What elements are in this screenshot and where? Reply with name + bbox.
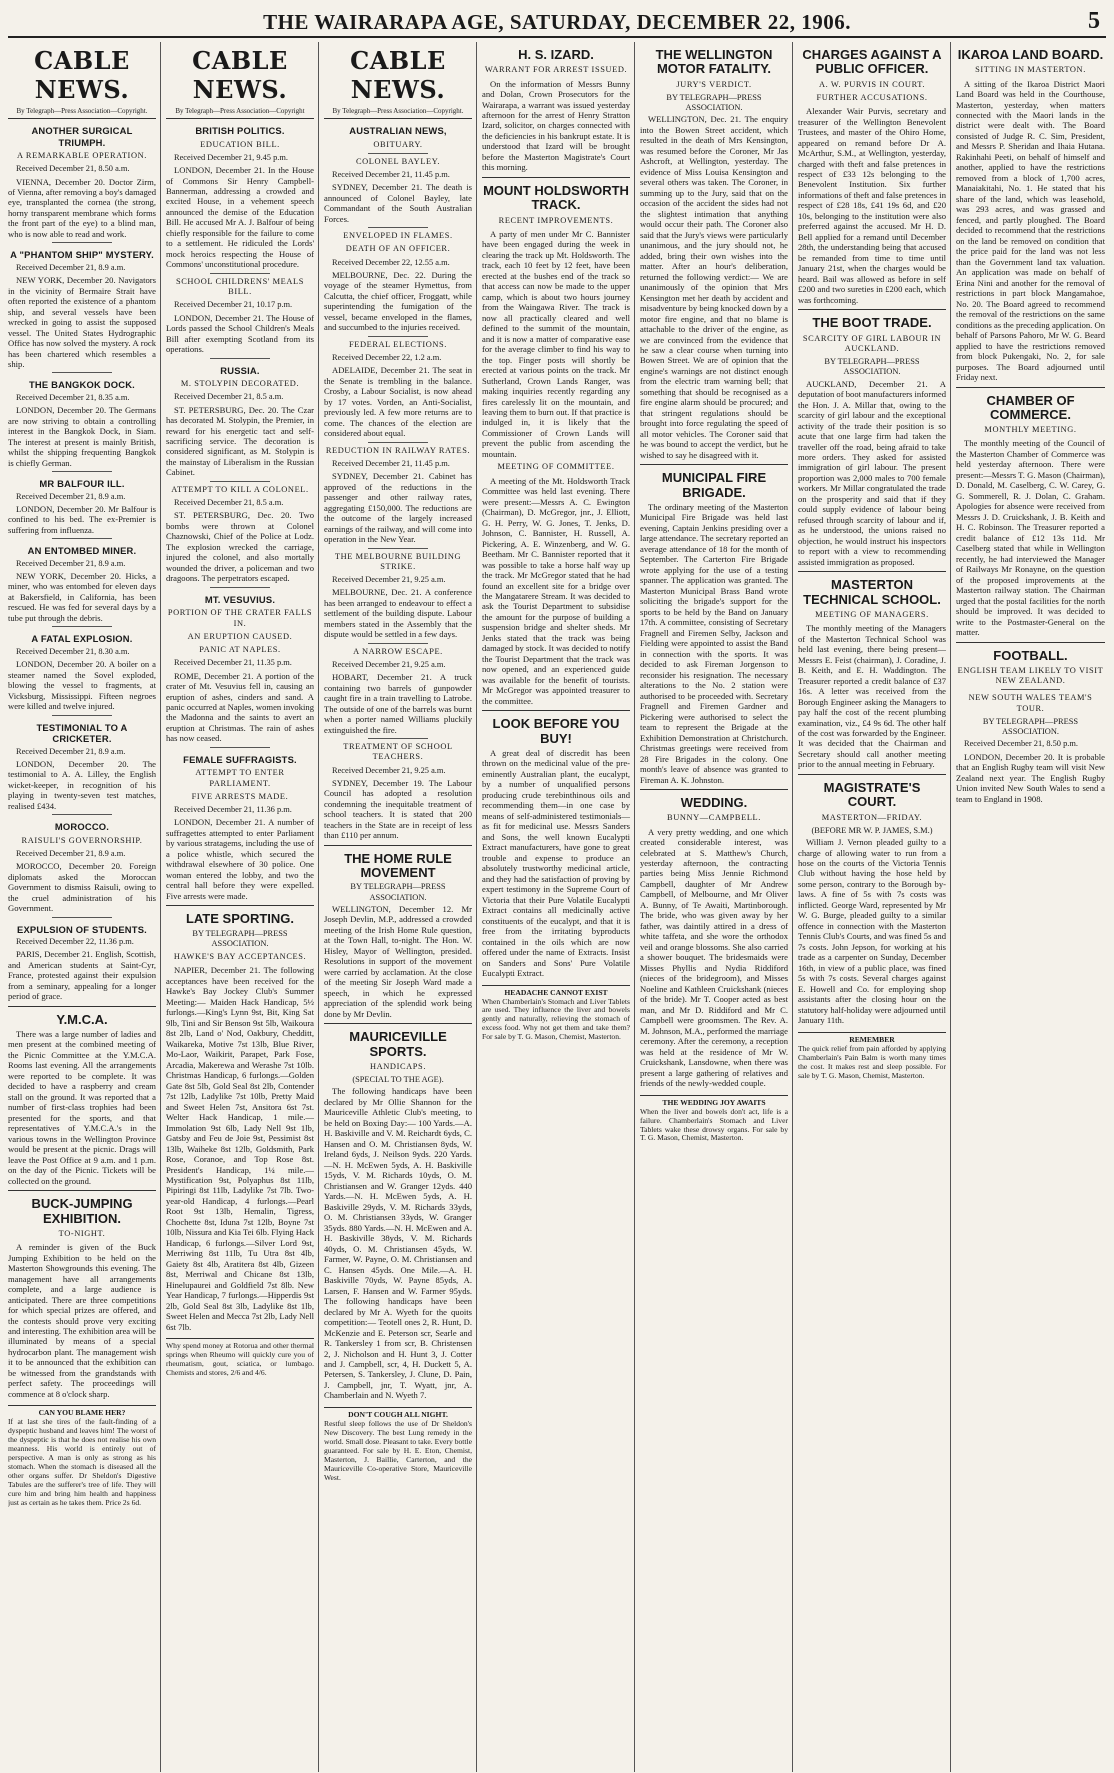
received-line: Received December 22, 1.2 a.m. [332,353,442,363]
advertisement [798,1032,946,1081]
story-subheading: AN ERUPTION CAUSED. [187,631,293,641]
story-body: MELBOURNE, Dec. 21. A conference has been arranged to endeavour to effect a settlement of the building dispute. Labour members stated in the Assembly that the dispute would be settled in a few days. [324,587,472,640]
byline: BY TELEGRAPH—PRESS ASSOCIATION. [192,928,288,948]
received-line: Received December 21, 11.35 p.m. [174,658,292,668]
story-subheading: MONTHLY MEETING. [984,425,1077,435]
story-heading: WEDDING. [680,795,748,810]
story-subheading: MEETING OF COMMITTEE. [497,462,615,472]
story-body: A very pretty wedding, and one which created considerable interest, was celebrated at S. Matthew's Church, yesterday afternoon, the contracting parties being Miss Jennie Richmond Campbell, daughter of Mr Andrew Campbell, of Melbourne, and Mr Oliver A. Bunny, of Te Awaiti, Martinborough. The bride, who was given away by her father, was daintily attired in a dress of white taffeta, and she wore the orthodox veil and orange blossoms. She also carried a shower bouquet. The bridesmaids were Misses Phyllis and Nydia Riddiford (nieces of the bridegroom), and Misses Noeline and Kathleen Cruickshank (nieces of the bride). Mr T. Cooper acted as best man, and Mr D. Riddiford and Mr C. Campbell were groomsmen. The Rev. A. M. Johnson, M.A., performed the marriage ceremony. After the ceremony, a reception was held at the residence of Mr W. Cruickshank, Lansdowne, when there was present a large gathering of relatives and friends of the newly-wedded couple. [640,826,788,1089]
story-subheading: MEETING OF MANAGERS. [815,609,929,619]
ad-body: When Chamberlain's Stomach and Liver Tablets are used. They influence the liver and bowels gently and naturally, relieving the stomach of excess food. Why not get them and take them? For sale by T. G. Mason, Chemist, Masterton. [482,996,630,1042]
column-7 [956,42,1109,1772]
story-subheading: (SPECIAL TO THE AGE). [352,1075,444,1085]
story-body: LONDON, December 21. The House of Lords passed the School Children's Meals Bill after exempting Scotland from its operations. [166,312,314,355]
story-subheading: SCARCITY OF GIRL LABOUR IN AUCKLAND. [802,333,942,353]
story-subheading: HAWKE'S BAY ACCEPTANCES. [173,952,307,962]
story-subheading: OBITUARY. [373,139,423,149]
ad-body: Why spend money at Rotorua and other thermal springs when Rheumo will quickly cure you of rheumatism, gout, sciatica, or lumbago. Chemists and stores, 2/6 and 4/6. [166,1341,314,1378]
received-line: Received December 22, 11.36 p.m. [16,937,134,947]
story-heading: THE BANGKOK DOCK. [28,379,135,391]
story-heading: AUSTRALIAN NEWS, [349,125,447,137]
story-body: Alexander Wair Purvis, secretary and treasurer of the Wellington Benevolent Trustees, and master of the Ohiro Home, appeared on remand before Dr A. McArthur, S.M., at Wellington, yesterday, charged with theft and false pretences in respect of £33 12s belonging to the Benevolent Institution. Six further informations of theft and false pretences in respect of £28 18s, £41 19s 6d, and £20 10s, belonging to the institution were also preferred against the accused. Mr H. D. Bell applied for a remand until December 28th, the understanding being that accused be remanded from time to time until January 21st, when the charges would be heard. Bail was allowed as before in self £200 and two sureties in £200 each, which was forthcoming. [798,106,946,305]
story-body: LONDON, December 20. The Germans are now striving to obtain a controlling interest in the Bangkok Dock, in Siam. The interest at present is mainly British, whilst the shipping frequenting Bangkok is chiefly German. [8,405,156,468]
byline: BY TELEGRAPH—PRESS ASSOCIATION. [350,882,446,902]
story-subheading: FURTHER ACCUSATIONS. [816,92,928,102]
story-subheading: COLONEL BAYLEY. [355,156,441,166]
divider [482,710,630,711]
column-4 [482,42,635,1772]
story-heading: MAURICEVILLE SPORTS. [349,1029,447,1059]
story-subheading: HANDICAPS. [369,1061,427,1071]
ad-heading: THE WEDDING JOY AWAITS [662,1097,766,1107]
story-body: A meeting of the Mt. Holdsworth Track Committee was held last evening. There were present:—Messrs A. C. Ewington (Chairman), D. McGregor, jnr., J. Elliott, G. H. Perry, W. G. Jones, T. Jenks, D. Johnson, C. Bannister, H. Russell, A. Pickering, A. E. Winzenberg, and W. G. Beetham. Mr C. Bannister reported that it was possible to take a horse half way up the track. Mr McGregor stated that he had found an excellent site for a bridge over the Mangatarere Stream. It was decided to ask the Tourist Department to subsidise the amount for the purpose of building a suspension bridge and shelter sheds. Mr Jenks stated that the track was being damaged by stock. It was decided to notify the Tourist Department that the track was now opened, and an experienced guide was available for the benefit of tourists. Mr McGregor was appointed treasurer to the committee. [482,475,630,706]
received-line: Received December 21, 8.9 a.m. [16,746,126,756]
column-2 [166,42,319,1772]
story-body: LONDON, December 20. It is probable that an English Rugby team will visit New Zealand next year. The English Rugby Union invited New South Wales to send a team to England in 1908. [956,751,1105,804]
ad-heading: CAN YOU BLAME HER? [38,1408,126,1418]
divider [640,789,788,790]
received-line: Received December 21, 8.9 a.m. [16,491,126,501]
story-heading: CHARGES AGAINST A PUBLIC OFFICER. [802,47,942,77]
cable-news-heading: CABLE NEWS. [192,46,288,105]
story-body: The monthly meeting of the Managers of the Masterton Technical School was held last evening, there being present—Messrs E. Feist (chairman), J. Coradine, J. B. Keith, and E. H. Waddington. The Treasurer reported a credit balance of £37 16s. A letter was received from the Borough Engineer asking the Managers to pay half the cost of the recent plumbing examination, viz., £4 9s 6d. The other half of the cost was forwarded by the Engineer. It was decided that the Chairman and Secretary should call another meeting prior to the annual meeting in February. [798,623,946,770]
divider [210,358,269,359]
story-heading: FOOTBALL. [993,647,1068,663]
advertisement [640,1095,788,1144]
divider [8,1190,156,1191]
divider [210,747,269,748]
story-heading: H. S. IZARD. [518,47,594,62]
advertisement [166,1338,314,1378]
divider [210,481,269,482]
divider [368,153,427,154]
story-heading: EXPULSION OF STUDENTS. [17,923,147,935]
story-heading: THE HOME RULE MOVEMENT [344,850,452,881]
story-heading: MUNICIPAL FIRE BRIGADE. [661,470,767,500]
story-heading: THE BOOT TRADE. [812,315,932,331]
divider [166,905,314,906]
divider [368,643,427,644]
story-body: LONDON, December 21. In the House of Commons Sir Henry Campbell-Bannerman, addressing a crowded and excited House, in a vehement speech announced the demise of the Education Bill. He accused Mr A. J. Balfour of being chiefly responsible for the failure to come to a settlement. He ridiculed the Lords' mock heroics respecting the House of Commons' unconstitutional procedure. [166,165,314,270]
column-1 [8,42,161,1772]
divider [210,587,269,588]
story-subheading: FIVE ARRESTS MADE. [191,791,289,801]
story-heading: CHAMBER OF COMMERCE. [986,392,1075,422]
columns [8,42,1106,1772]
divider [368,548,427,549]
byline: BY TELEGRAPH—PRESS ASSOCIATION. [824,357,920,377]
story-subheading: ATTEMPT TO ENTER PARLIAMENT. [195,768,285,788]
story-body: MOROCCO, December 20. Foreign diplomats asked the Moroccan Government to dismiss Raisuli, owing to the cruel administration of his Government. [8,861,156,914]
story-subheading: RECENT IMPROVEMENTS. [498,215,614,225]
divider [368,227,427,228]
divider [368,336,427,337]
story-body: A great deal of discredit has been thrown on the medicinal value of the pre-eminently Australian plant, the eucalypt, by a number of unqualified persons producing crude terebinthinous oils and recommending them—in one case by means of self-administered testimonials—as fit for medicinal use. Messrs Sanders and Sons, the well known Eucalypti Extract manufacturers, have gone to great trouble and expense to produce an absolutely trustworthy medicinal article, and they had the satisfaction of proving by expert testimony in the Supreme Court of Victoria that their Pure Volatile Eucalypti Extract contains all medicinally active constituents of the eucalypt, and that it is free from the irritating byproducts contained in the oils which are now offered under the name of Extracts. Insist on Sanders and Sons' Pure Volatile Eucalypti Extract. [482,747,630,979]
byline: BY TELEGRAPH—PRESS ASSOCIATION. [666,92,762,113]
received-line: Received December 21, 8.30 a.m. [16,646,130,656]
story-heading: BUCK-JUMPING EXHIBITION. [31,1196,133,1226]
story-heading: THE WELLINGTON MOTOR FATALITY. [655,47,773,77]
story-subheading: FEDERAL ELECTIONS. [349,339,447,349]
story-subheading: ENGLISH TEAM LIKELY TO VISIT NEW ZEALAND. [957,665,1104,686]
ad-body: If at last she tires of the fault-finding of a dyspeptic husband and leaves him! The worst of the dyspeptic is that he does not realise his own meanness. His world is entirely out of perspective. A man is only as strong as his stomach. When the stomach is diseased all the other organs suffer. Dr Sheldon's Digestive Tabules are the sufferer's tree of life. They will cure him and bring him health and happiness just as certain as he takes them. Price 2s 6d. [8,1417,156,1507]
story-subheading: TO-NIGHT. [58,1228,106,1238]
divider [52,715,111,716]
divider [324,845,472,846]
story-subheading: ATTEMPT TO KILL A COLONEL. [171,484,309,494]
ad-body: The quick relief from pain afforded by applying Chamberlain's Pain Balm is worth many times the cost. It makes rest and sleep possible. For sale by T. G. Mason, Chemist, Masterton. [798,1043,946,1080]
ad-body: Restful sleep follows the use of Dr Sheldon's New Discovery. The best Lung remedy in the world. Small dose. Pleasant to take. Every bottle guaranteed. For sale by H. E. Eton, Chemist, Masterton, J. Baillie, Carterton, and the Mauriceville Co-operative Store, Mauriceville West. [324,1418,472,1482]
divider [52,372,111,373]
story-body: ST. PETERSBURG, Dec. 20. The Czar has decorated M. Stolypin, the Premier, in reward for his energetic tact and self-sacrificing service. The decoration is considered significant, as M. Stolypin is the mainstay of Liberalism in the Russian Cabinet. [166,404,314,478]
divider [8,1006,156,1007]
ad-heading: HEADACHE CANNOT EXIST [504,987,608,997]
divider [798,774,946,775]
divider [798,571,946,572]
story-body: The monthly meeting of the Council of the Masterton Chamber of Commerce was held yesterday afternoon. There were present:—Messrs T. G. Mason (Chairman), D. Donald, M. Caselberg, C. W. Carey, G. G. Sommerell, R. J. Dolan, C. Graham. Apologies for absence were received from Messrs J. D. Cruickshank, J. B. Keith and H. C. Robinson. The Treasurer reported a credit balance of £12 13s 11d. Mr Caselberg stated that while in Wellington recently, he had interviewed the Manager of Railways Mr Ronayne, on the question of the proposed improvements at the Masterton railway station. The Chairman urged that the postal facilities for the north should be improved. It was decided to write to the Postmaster-General on the matter. [956,438,1105,638]
received-line: Received December 21, 8.9 a.m. [16,848,126,858]
story-body: NAPIER, December 21. The following acceptances have been received for the Hawke's Bay Jockey Club's Summer Meeting:— Maiden Hack Handicap, 5½ furlongs.—King's Lynn 9st, Bit, King Sat 9lb, Tini and Sir Benson 9st 5lb, Waikoura 8st 2lb, Land o' Nod, Oakbury, Chedditt, Waikareka, Motive 7st 13lb, Blue River, Mo-Laor, Waikirit, Parapet, Park Fose, Arcadia, Makerewa and Werashe 7st 10lb. Christmas Handicap, 6 furlongs.—Golden Gate 8st 5lb, Gold Seal 8st 2lb, Contender 7st 12lb, Ladylike 7st 10lb, Pretty Maid and Sweet Helen 7st, Ansitora 6st 7st. Welter Hack Handicap, 1 mile.— Immolation 9st 6lb, Lady Nell 9st 1lb, Gatsby and Feu de Joie 9st, Pessimist 8st 13lb, Waiheke 8st 12lb, Goldsmith, Park Rose, Coranoe, and Top Rose 8st. President's Handicap, 1¼ mile.— Mystification 9st, Polyaphus 8st 11lb, Pipiringi 8st 11lb, Ladylike 7st 7lb. Two-year-old Handicap, 4 furlongs.—Pearl Root 9st 13lb, Hemalin, Tigress, Chochette 8st, Iduna 7st 12lb, Boyne 7st 10lb, Nissura and Kia Tei 6lb. Flying Hack Handicap, 6 furlongs.—Silver Lord 9st, Merriwing 8st 11lb, Tu Utra 8st 4lb, Gaiety 8st 4lb, Aratitera 8st 4lb, Gizeen 8st, Merriwal and Chicane 8st 13lb, Hinelupaurei and Goldfield 7st 8lb. New Year Handicap, 7 furlongs.—Hipperdis 9st 2lb, Gold Seal 8st 3lb, Ladylike 8st 1lb, Sweet Helen and Mecca 7st 2lb, Lady Nell 6st 7lb. [166,965,314,1332]
story-body: PARIS, December 21. English, Scottish, and American students at Saint-Cyr, France, protested against their expulsion from a seminary, appealing for a longer period of grace. [8,949,156,1002]
advertisement [482,985,630,1043]
story-heading: Y.M.C.A. [56,1011,108,1027]
story-body: The following handicaps have been declared by Mr Ollie Shannon for the Mauriceville Athletic Club's meeting, to be held on Boxing Day:— 100 Yards.—A. H. Baskiville and V. M. Reichardt 6yds, C. Hansen and O. M. Christiansen 8yds, W. Ireland 6yds, J. Neilson 9yds. 220 Yards.—N. H. McEwen 5yds, A. H. Baskiville 15yds, V. M. Richards 10yds, O. M. Christiansen and W. Granger 12yds. 440 Yards.—N. H. McEwen 5yds, A. H. Baskiville 29yds, V. M. Richards 33yds, O. M. Christiansen 33yds, W. Granger 35yds. 880 Yards.—N. H. McEwen and A. H. Baskiville 38yds, V. M. Richards 40yds, O. M. Christiansen 45yds, W. Farmer, W. Payne, O. M. Christiansen and C. Hansen 45yds. One Mile.—A. H. Baskiville 70yds, W. Payne 85yds, A. Larsen, F. Hansen and W. Farmer 95yds. The following handicaps have been declared by Mr A. Wyeth for the quoits competition:— Teotell ones 2, R. Hunt, D. McKenzie and E. Peterson scr, Searle and R. Tankersley 1 from scr, B. Christensen 2, J. Nicholson and H. Hunt 3, J. Cotter and J. Campbell, scr, 4, H. Duckett 5, A. Petersen, S. Tankersley, J. Clune, D. Pain, J. Campbell, jnr, T. Wyatt, jnr, A. Chamberlain and N. Wyeth 7. [324,1086,472,1401]
story-subheading: PANIC AT NAPLES. [199,645,281,655]
divider [368,738,427,739]
received-line: Received December 21, 8.9 a.m. [16,558,126,568]
received-line: Received December 21, 8.50 a.m. [16,164,130,174]
story-subheading: SITTING IN MASTERTON. [975,65,1086,75]
column-5 [640,42,793,1772]
story-body: ADELAIDE, December 21. The seat in the Senate is trembling in the balance. Crosby, a Labour Socialist, is now ahead by 17 votes. Vorden, an Anti-Socialist, previously led. A few more returns are to come. The chances of the election are considered about equal. [324,365,472,439]
ad-heading: DON'T COUGH ALL NIGHT. [348,1409,448,1419]
story-subheading: REDUCTION IN RAILWAY RATES. [325,445,471,455]
divider [52,538,111,539]
story-body: HOBART, December 21. A truck containing two barrels of gunpowder caught fire in a train travelling to Latrobe. The outside of one of the barrels was burnt when a porter named Williams pluckily extinguished the fire. [324,672,472,735]
story-subheading: WARRANT FOR ARREST ISSUED. [484,65,628,75]
story-body: WELLINGTON, Dec. 21. The enquiry into the Bowen Street accident, which resulted in the death of Mrs Kensington, was resumed before the Coroner, Mr Jas Ashcroft, at Wellington, yesterday. The evidence of Miss Louisa Kensington and several others was taken. The Coroner, in summing up to the Jury, said that on the occasion of the accident the sides had not the slightest intimation that anything would occur their path. The Coroner also said that the Jury's views were particularly unanimous, and the jury should not, he added, bring their own wishes into the matter. After an hour's deliberation, returned the following verdict:— We are unanimously of the opinion that Mrs Kensington met her death by accident and misadventure by being knocked down by a motor fire engine, and that no blame is attachable to the driver of the engine, as we are convinced from the evidence that he saw a clear course when turning into Bowen Street. We are of opinion that the engine's warnings are not distinct enough from the electric tram warning bell; that something that should be recognised as a fire engine alarm should be procured; and that stringent regulations should be brought into force regulating the speed of all motor vehicles. The Coroner said that he was bound to accept the verdict, but he wished to say he disagreed with it. [640,114,788,460]
story-subheading: M. STOLYPIN DECORATED. [180,379,300,389]
divider [956,387,1105,388]
story-body: VIENNA, December 20. Doctor Zirm, of Vienna, after removing a boy's damaged eye, transplanted the cornea (the strong, horny transparent membrane which forms the front part of the eye) to a blind man, who is now able to read and work. [8,176,156,239]
cable-news-heading: CABLE NEWS. [350,46,446,105]
story-heading: A FATAL EXPLOSION. [31,633,133,645]
story-subheading: DEATH OF AN OFFICER. [345,244,451,254]
story-heading: MOUNT HOLDSWORTH TRACK. [483,182,629,213]
received-line: Received December 21, 9.25 a.m. [332,575,446,585]
story-heading: BRITISH POLITICS. [195,125,285,137]
divider [52,471,111,472]
byline: By Telegraph—Press Association—Copyright. [8,107,156,120]
story-subheading: NEW SOUTH WALES TEAM'S TOUR. [968,693,1093,713]
story-heading: AN ENTOMBED MINER. [27,545,137,557]
divider [640,464,788,465]
story-subheading: ENVELOPED IN FLAMES. [343,231,453,241]
story-body: ST. PETERSBURG, Dec. 20. Two bombs were thrown at Colonel Chaznowski, Chief of the Police at Lodz. The explosion wrecked the carriage, injured the colonel, and also mortally wounded the driver, a policeman and two dragoons. The perpetrators escaped. [166,510,314,584]
story-heading: MT. VESUVIUS. [204,593,276,605]
divider [1001,689,1061,690]
story-body: LONDON, December 20. The testimonial to A. A. Lilley, the English wicket-keeper, in recognition of his playing in twenty-seven test matches, realised £434. [8,758,156,811]
story-heading: MOROCCO. [54,821,110,833]
received-line: Received December 22, 12.55 a.m. [332,257,450,267]
divider [798,309,946,310]
story-subheading: A REMARKABLE OPERATION. [17,151,147,160]
received-line: Received December 21, 11.45 p.m. [332,459,450,469]
story-heading: MAGISTRATE'S COURT. [823,779,921,810]
story-heading: LATE SPORTING. [185,911,295,927]
page-number: 5 [1088,8,1100,34]
story-subheading: THE MELBOURNE BUILDING STRIKE. [334,551,462,571]
received-line: Received December 21, 9.25 a.m. [332,765,446,775]
received-line: Received December 21, 8.9 a.m. [16,262,126,272]
story-body: ROME, December 21. A portion of the crater of Mt. Vesuvius fell in, causing an eruption of ashes, cinders and sand. A panic occurred at Naples, women invoking the Madonna and the saints to avert an eruption at Christmas. The rain of ashes has now ceased. [166,670,314,744]
story-body: LONDON, December 20. Mr Balfour is confined to his bed. The ex-Premier is suffering from influenza. [8,503,156,535]
received-line: Received December 21, 8.35 a.m. [16,392,130,402]
received-line: Received December 21, 9.45 p.m. [174,152,288,162]
divider [210,273,269,274]
story-subheading: (BEFORE MR W. P. JAMES, S.M.) [811,825,933,835]
divider [956,642,1105,643]
masthead-title: THE WAIRARAPA AGE, SATURDAY, DECEMBER 22, 1906. [263,10,851,34]
advertisement [8,1405,156,1507]
story-body: There was a large number of ladies and men present at the combined meeting of the Picnic Committee at the Y.M.C.A. Rooms last evening. All the arrangements were reported to be complete. It was decided to have a raspberry and cream stall on the ground. It was reported that a number of first-class trophies had been presented for the sports, and that representatives of Y.M.C.A.'s in the various towns in the Wellington Province would be present at the picnic. Drags will leave the Post Office at 9 a.m. and 1 p.m. on the day of the Picnic. Tickets will be collected on the ground. [8,1029,156,1186]
divider [52,242,111,243]
received-line: Received December 21, 11.45 p.m. [332,170,450,180]
story-body: On the information of Messrs Bunny and Dolan, Crown Prosecutors for the Wairarapa, a warrant was issued yesterday afternoon for the arrest of Henry Stratton Izard, solicitor, on charges connected with the deficiencies in his bankrupt estate. It is understood that Izard will be brought before the Masterton Magistrate's Court this morning. [482,78,630,173]
story-subheading: BUNNY—CAMPBELL. [667,813,761,823]
story-subheading: EDUCATION BILL. [200,139,280,149]
divider [52,626,111,627]
divider [52,814,111,815]
received-line: Received December 21, 11.36 p.m. [174,805,292,815]
story-body: SYDNEY, December 21. Cabinet has approved of the reductions in the passenger and other railway rates, aggregating £150,000. The reductions are the outcome of the largely increased earnings of the railway, and will come into operation in the New Year. [324,471,472,545]
received-line: Received December 21, 8.5 a.m. [174,392,284,402]
story-body: LONDON, December 21. A number of suffragettes attempted to enter Parliament by various stratagems, including the use of a police whistle, which secured the withdrawal elsewhere of 30 police. One woman entered the lobby, and two the central hall before they were expelled. Five arrests were made. [166,817,314,901]
divider [52,917,111,918]
story-heading: MR BALFOUR ILL. [39,478,125,490]
story-heading: ANOTHER SURGICAL TRIUMPH. [31,125,133,148]
story-body: WELLINGTON, December 12. Mr Joseph Devlin, M.P., addressed a crowded meeting of the Irish Home Rule question, at the Town Hall, to-night. The Hon. W. Hisley, Mayor of Wellington, presided. Resolutions in support of the movement were carried by acclamation. At the close of the meeting Sir Joseph Ward made a speech, in which he expressed appreciation of the splendid work being done by Mr Devlin. [324,903,472,1019]
story-subheading: TREATMENT OF SCHOOL TEACHERS. [343,742,453,762]
story-heading: FEMALE SUFFRAGISTS. [183,753,297,765]
story-body: A reminder is given of the Buck Jumping Exhibition to be held on the Masterton Showgrounds this evening. The management have all arrangements complete, and a large audience is anticipated. There are three competitions for which special prizes are offered, and the contests should prove very exciting and interesting. The exhibition area will be illuminated by means of a special hydrocarbon plant. The management wish it to be announced that the exhibition can be witnessed from the grandstands with perfect safety. The proceedings will commence at 8 o'clock sharp. [8,1242,156,1399]
story-body: William J. Vernon pleaded guilty to a charge of allowing water to run from a hose on the courts of the Victoria Tennis Club without having the hose held by some person, contrary to the Borough by-laws. A fine of 5s with 7s costs was inflicted. George Ward, represented by Mr W. G. Burge, pleaded guilty to a similar offence in connection with the Masterton Tennis Club's Courts, and was fined 5s and 7s costs. John Jepson, for working at his trade as a carpenter on Sunday, December 16th, in view of a public place, was fined 5s with 7s costs. Several charges against E. Howell and Co. for employing shop assistants after the closing hour on the statutory half-holiday were adjourned until January 11th. [798,837,946,1026]
story-subheading: PORTION OF THE CRATER FALLS IN. [167,608,313,628]
received-line: Received December 21, 10.17 p.m. [174,300,293,310]
byline: BY TELEGRAPH—PRESS ASSOCIATION. [982,716,1079,737]
story-subheading: JURY'S VERDICT. [676,79,752,89]
story-body: The ordinary meeting of the Masterton Municipal Fire Brigade was held last evening, Captain Jenkins presiding over a large attendance. The secretary reported an average attendance of 18 for the month of September. The Carterton Fire Brigade wrote applying for the use of a testing spanner. The application was granted. The Masterton Municipal Brass Band wrote soliciting the brigade's support for the sports to be held by the Band on January 17th. A committee, consisting of Secretary Fragnell and Firemen Selby, Jackson and Fielding were appointed to assist the Band in connection with the sports. It was decided to ask Fireman Jorgenson to reconsider his resignation. The necessary alterations to the No. 2 station were authorised to be proceeded with. Secretary Fragnell and Firemen Gardner and Pickering were authorised to select the team to represent the Brigade at the Exhibition Demonstration at Christchurch. Christmas greetings were received from 28 Fire Brigades in the colony. One month's leave of absence was granted to Fireman A. K. Johnston. [640,501,788,785]
received-line: Received December 21, 9.25 a.m. [332,660,446,670]
divider [482,177,630,178]
story-subheading: MASTERTON—FRIDAY. [821,812,923,822]
story-body: AUCKLAND, December 21. A deputation of boot manufacturers informed the Hon. J. A. Millar that, owing to the scarcity of girl labour and the exceptional activity of the trade their position is so acute that one large firm had taken the traveller off the road, being afraid to take more orders. They asked for assisted immigration of girl labour. The present proportion was 2,000 males to 700 female workers. Mr Millar congratulated the trade on the prosperity and said that if they could supply evidence of labour being refused through scarcity of labour and if, as he understood, the unions raised no objection, he would instruct his inspectors to report with a view to recommending assisted immigration as proposed. [798,378,946,567]
cable-news-heading: CABLE NEWS. [34,46,130,105]
story-heading: MASTERTON TECHNICAL SCHOOL. [803,577,941,607]
story-subheading: RAISULI'S GOVERNORSHIP. [21,835,143,845]
story-body: SYDNEY, December 21. The death is announced of Colonel Bayley, late Commandant of the South Australian Forces. [324,182,472,224]
story-heading: IKAROA LAND BOARD. [957,47,1104,62]
column-3 [324,42,477,1772]
masthead [8,10,1106,38]
story-body: NEW YORK, December 20. Hicks, a miner, who was entombed for eleven days at Bakersfield, in California, has been rescued. He was fed for several days by a tube put through the debris. [8,571,156,623]
story-body: SYDNEY, December 19. The Labour Council has adopted a resolution condemning the inequitable treatment of school teachers. It is stated that 200 teachers in the State are in receipt of less than £110 per annum. [324,777,472,841]
story-subheading: A NARROW ESCAPE. [353,646,443,656]
story-body: A party of men under Mr C. Bannister have been engaged during the week in clearing the track up Mt. Holdsworth. The track, each 10 feet by 12 feet, have been erected at the bushes end of the track so that access can now be made to the upper camp, which is about two hours journey from the Waingawa River. The track is now all practically cleared and well defined to the summit of the mountain, and it is now a matter of comparative ease for the average climber to find his way to the top. Finger posts will shortly be erected at various points on the track. Mr Sutherland, Crown Lands Ranger, was making inquiries recently regarding any fires carelessly lit on the mountain, and leaving them to burn out. If that practice is indulged in, it is likely that the Commissioner of Crown Lands will prevent the public from ascending the mountain. [482,228,630,459]
received-line: Received December 21, 8.50 p.m. [964,739,1078,749]
story-body: NEW YORK, December 20. Navigators in the vicinity of Bermaire Strait have often reported the existence of a phantom ship, and several vessels have been wrecked in going to assist the supposed vessel. The United States Hydrographic Office has now solved the mystery. A rock has been chartered which resembles a ship. [8,275,156,369]
byline: By Telegraph—Press Association—Copyright [166,107,314,120]
advertisement [324,1407,472,1483]
ad-body: When the liver and bowels don't act, life is a failure. Chamberlain's Stomach and Liver Tablets wake these drowsy organs. For sale by T. G. Mason, Chemist, Masterton. [640,1106,788,1143]
byline: By Telegraph—Press Association—Copyright. [324,107,472,120]
story-body: A sitting of the Ikaroa District Maori Land Board was held in the Courthouse, Masterton, yesterday, when matters connected with the Maori lands in the district were dealt with. The Board consisted of Judge R. C. Sim, President, and Messrs P. Sheridan and Ihaia Hutana. Rakinhahi Peeti, on behalf of himself and another, applied to have the restrictions removed from a block of 1,700 acres, Manaiakitahi, No. 1. He stated that his share of the land, which was leasehold, was 293 acres, and was grassed and fenced, and partly ploughed. The Board decided to recommend that the restrictions on the land be removed on condition that the price paid for the land was not less than the Government land tax valuation. An application was made on behalf of Erina Nini and another for the removal of restrictions in part block Mangamahoe, No. 20. The Board agreed to recommend the removal of the restrictions on the same conditions as the preceding application. On behalf of Parsons Pahoro, Mr W. G. Beard applied to have the restrictions removed from block Pukengaki, No. 2, for sale purposes. The Board adjourned until Friday next. [956,78,1105,383]
ad-heading: REMEMBER [849,1034,895,1044]
column-6 [798,42,951,1772]
story-heading: TESTIMONIAL TO A CRICKETER. [36,721,128,745]
story-body: MELBOURNE, Dec. 22. During the voyage of the steamer Hymettus, from Calcutta, the chief officer, Froggatt, while superintending the fumigation of the vessel, became enveloped in the flames, and succumbed to the injuries received. [324,269,472,333]
story-subheading: A. W. PURVIS IN COURT. [818,79,926,89]
divider [368,442,427,443]
received-line: Received December 21, 8.5 a.m. [174,498,284,508]
story-heading: RUSSIA. [220,364,260,376]
story-heading: LOOK BEFORE YOU BUY! [492,716,620,746]
divider [324,1023,472,1024]
story-subheading: SCHOOL CHILDRENS' MEALS BILL. [175,276,305,297]
story-heading: A "PHANTOM SHIP" MYSTERY. [10,249,154,261]
story-body: LONDON, December 20. A boiler on a steamer named the Sovel exploded, blowing the vessel to fragments, at Vicksburg, Mississippi. Fifteen negroes were killed and twelve injured. [8,659,156,712]
